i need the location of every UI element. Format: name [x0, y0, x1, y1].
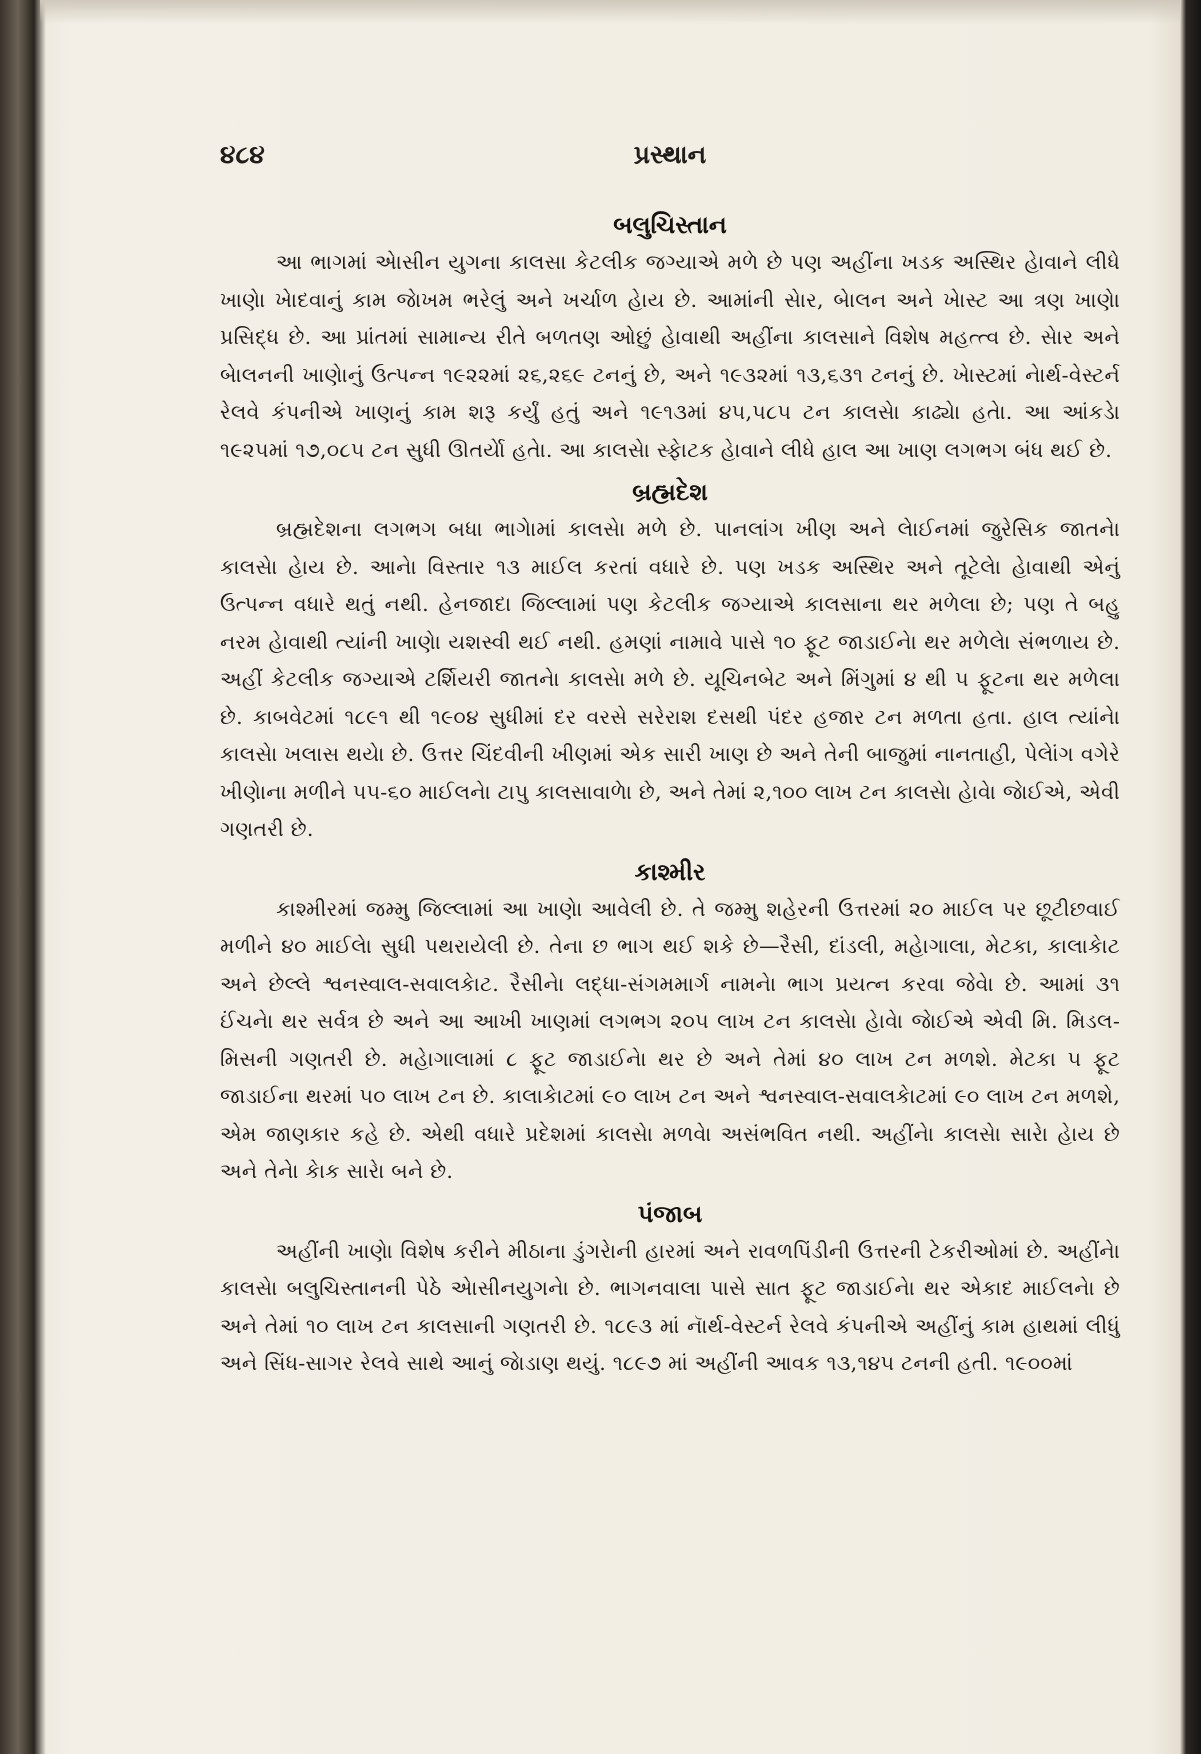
section-paragraph: આ ભાગમાં એાસીન યુગના કાલસા કેટલીક જગ્યાએ મળે છે પણ અહીંના ખડક અસ્થિર હાેવાને લીધે ખાણાે ખાેદવાનું કામ જાેખમ ભરેલું અને ખર્ચાળ હાેય છે. આમાંની સાેર, બાેલન અને ખાેસ્ટ આ ત્રણ ખાણાે પ્રસિદ્ધ છે. આ પ્રાંતમાં સામાન્ય રીતે બળતણ ઓછું હાેવાથી અહીંના કાલસાને વિશેષ મહત્ત્વ છે. સાેર અને બાેલનની ખાણાેનું ઉત્પન્ન ૧૯૨૨માં ૨૬,૨૬૯ ટનનું છે, અને ૧૯૩૨માં ૧૩,૬૩૧ ટનનું છે. ખાેસ્ટમાં નાેર્થ-વેસ્ટર્ન રેલવે કંપનીએ ખાણનું કામ શરૂ કર્યું હતું અને ૧૯૧૩માં ૪૫,૫૮૫ ટન કાલસાે કાઢ્યાે હતાે. આ આંકડાે ૧૯૨૫માં ૧૭,૦૮૫ ટન સુધી ઊતર્યાે હતાે. આ કાલસાે સ્ફાેટક હાેવાને લીધે હાલ આ ખાણ લગભગ બંધ થઈ છે.: [220, 250, 1120, 462]
section-paragraph: કાશ્મીરમાં જમ્મુ જિલ્લામાં આ ખાણાે આવેલી છે. તે જમ્મુ શહેરની ઉત્તરમાં ૨૦ માઈલ પર છૂટીછવાઈ મળીને ૪૦ માઈલાે સુધી પથરાયેલી છે. તેના છ ભાગ થઈ શકે છે—રૈસી, દાંડલી, મહાેગાલા, મેટકા, કાલાકાેટ અને છેલ્લે શ્વનસ્વાલ-સવાલકાેટ. રૈસીનાે લદ્ધા-સંગમમાર્ગ નામનાે ભાગ પ્રયત્ન કરવા જેવાે છે. આમાં ૩૧ ઈંચનાે થર સર્વત્ર છે અને આ આખી ખાણમાં લગભગ ૨૦૫ લાખ ટન કાલસાે હાેવાે જાેઈએ એવી મિ. મિડલ-મિસની ગણતરી છે. મહાેગાલામાં ૮ ફૂટ જાડાઈનાે થર છે અને તેમાં ૪૦ લાખ ટન મળશે. મેટકા ૫ ફૂટ જાડાઈના થરમાં ૫૦ લાખ ટન છે. કાલાકાેટમાં ૯૦ લાખ ટન અને શ્વનસ્વાલ-સવાલકાેટમાં ૯૦ લાખ ટન મળશે, એમ જાણકાર કહે છે. એથી વધારે પ્રદેશમાં કાલસાે મળવાે અસંભવિત નથી. અહીંનાે કાલસાે સારાે હાેય છે અને તેનાે કાેક સારાે બને છે.: [220, 896, 1120, 1183]
section-paragraph: અહીંની ખાણાે વિશેષ કરીને મીઠાના ડુંગરાેની હારમાં અને રાવળપિંડીની ઉત્તરની ટેકરીઓમાં છે. અહીંનાે કાલસાે બલુચિસ્તાનની પેઠે એાસીનયુગનાે છે. ભાગનવાલા પાસે સાત ફૂટ જાડાઈનાે થર એકાદ માઈલનાે છે અને તેમાં ૧૦ લાખ ટન કાલસાની ગણતરી છે. ૧૮૯૩ માં નાૅર્થ-વેસ્ટર્ન રેલવે કંપનીએ અહીંનું કામ હાથમાં લીધું અને સિંધ-સાગર રેલવે સાથે આનું જાેડાણ થયું. ૧૮૯૭ માં અહીંની આવક ૧૩,૧૪૫ ટનની હતી. ૧૯૦૦માં: [220, 1238, 1120, 1375]
section-paragraph: બ્રહ્મદેશના લગભગ બધા ભાગાેમાં કાલસાે મળે છે. પાનલાંગ ખીણ અને લાેઈનમાં જુરેસિક જાતનાે કાલસાે હાેય છે. આનાે વિસ્તાર ૧૩ માઈલ કરતાં વધારે છે. પણ ખડક અસ્થિર અને તૂટેલાે હાેવાથી એનું ઉત્પન્ન વધારે થતું નથી. હેનજાદા જિલ્લામાં પણ કેટલીક જગ્યાએ કાલસાના થર મળેલા છે; પણ તે બહુ નરમ હાેવાથી ત્યાંની ખાણાે યશસ્વી થઈ નથી. હમણાં નામાવે પાસે ૧૦ ફૂટ જાડાઈનાે થર મળેલાે સંભળાય છે. અહીં કેટલીક જગ્યાએ ટર્શિયરી જાતનાે કાલસાે મળે છે. યૂચિનબેટ અને મિંગુમાં ૪ થી ૫ ફૂટના થર મળેલા છે. કાબવેટમાં ૧૮૯૧ થી ૧૯૦૪ સુધીમાં દર વરસે સરેરાશ દસથી પંદર હજાર ટન મળતા હતા. હાલ ત્યાંનાે કાલસાે ખલાસ થયાે છે. ઉત્તર ચિંદવીની ખીણમાં એક સારી ખાણ છે અને તેની બાજુમાં નાનતાહી, પેલેાંગ વગેરે ખીણાેના મળીને ૫૫-૬૦ માઈલનાે ટાપુ કાલસાવાળાે છે, અને તેમાં ૨,૧૦૦ લાખ ટન કાલસાે હાેવાે જાેઈએ, એવી ગણતરી છે.: [220, 517, 1120, 841]
running-head: પ્રસ્થાન: [633, 140, 707, 169]
section-title: બલુચિસ્તાન: [613, 210, 727, 239]
section-baluchistan: [220, 206, 1120, 469]
page-number: ૪૮૪: [220, 140, 265, 169]
section-title: કાશ્મીર: [634, 856, 706, 886]
section-burma: [220, 473, 1120, 849]
section-punjab: [220, 1195, 1120, 1383]
book-page: [70, 0, 1140, 1754]
section-title: પંજાબ: [637, 1198, 703, 1228]
section-title: બ્રહ્મદેશ: [632, 477, 708, 506]
section-kashmir: [220, 853, 1120, 1191]
page-content: [220, 206, 1120, 1387]
